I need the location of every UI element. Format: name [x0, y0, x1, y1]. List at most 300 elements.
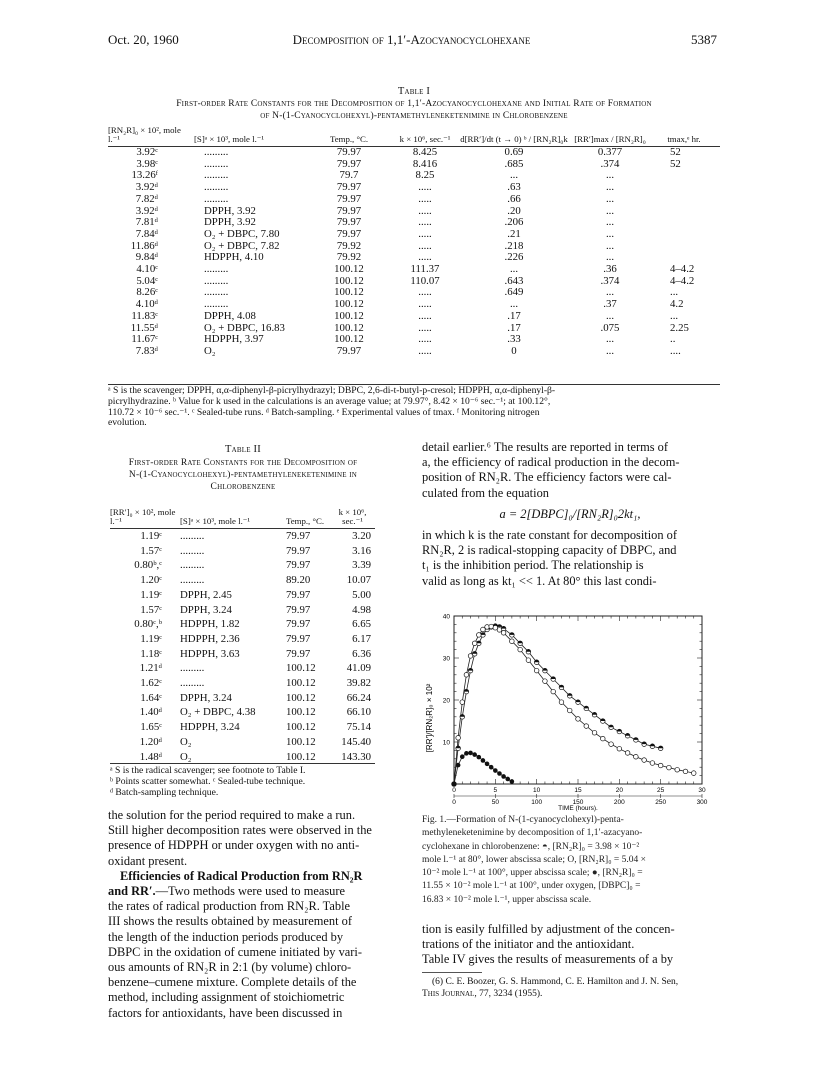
table1-row	[108, 241, 720, 253]
table1-cell: 79.92	[336, 239, 362, 252]
section-title-cont: and RR′.	[108, 884, 156, 899]
table1-cell: 79.97	[336, 216, 362, 229]
table1-cell: .........	[204, 298, 229, 311]
table2-cell: 100.12	[286, 662, 316, 675]
body-line: culated from the equation	[422, 485, 549, 500]
upper-x-tick-label: 15	[574, 787, 582, 794]
table1-cell: 11.83ᶜ	[131, 309, 158, 322]
table2-cell: 1.48ᵈ	[139, 750, 162, 763]
table2	[110, 508, 375, 764]
data-point-open	[460, 700, 465, 705]
table1-cell: .643	[504, 274, 524, 287]
table2-cell: 1.19ᶜ	[140, 588, 162, 601]
data-point-open	[675, 767, 680, 772]
table2-cell: 1.64ᶜ	[140, 691, 162, 704]
table1-cell: .....	[418, 344, 432, 357]
table1-cell: 79.97	[336, 227, 362, 240]
table1-cell: 100.12	[334, 333, 364, 346]
table2-cell: 79.97	[286, 559, 311, 572]
table1-cell	[648, 170, 720, 182]
body-line: trations of the initiator and the antioxidant.	[422, 937, 635, 952]
table1-cell: 79.97	[336, 146, 362, 158]
data-point-open	[691, 771, 696, 776]
data-point-open	[518, 647, 523, 652]
table2-cell: 6.36	[352, 647, 371, 660]
body-line: III shows the results obtained by measurement of	[108, 914, 352, 929]
table2-cell: .........	[180, 677, 205, 690]
lower-x-tick-label: 200	[613, 799, 625, 806]
table1-footnote-line: ᵃ S is the scavenger; DPPH, α,α-diphenyl-β-picrylhydrazyl; DBPC, 2,6-di-t-butyl-p-cresol; HDPPH, α,α-diphenyl-β-	[108, 385, 556, 396]
table1-cell: ...	[509, 263, 519, 276]
table1-cell: .....	[418, 181, 432, 194]
upper-x-tick-label: 10	[533, 787, 541, 794]
table2-row	[110, 573, 375, 588]
body-line: in which k is the rate constant for decomposition of	[422, 528, 677, 543]
table1-cell: 11.67ᶜ	[131, 333, 158, 346]
table2-row	[110, 705, 375, 720]
table1-cell: 79.97	[336, 192, 362, 205]
table2-cell: 145.40	[341, 735, 371, 748]
table1-row	[108, 276, 720, 288]
table1-cell: .....	[418, 251, 432, 264]
data-point-open	[559, 700, 564, 705]
body-line: presence of HDPPH or under oxygen with no anti-	[108, 838, 360, 853]
table2-cell: 79.97	[286, 530, 311, 542]
table1-cell: 100.12	[334, 263, 364, 276]
table2-cell: 66.10	[346, 706, 371, 719]
table1-cell: ...	[509, 169, 519, 182]
table1-cell: .....	[418, 239, 432, 252]
data-point-open	[501, 631, 506, 636]
table1-cell: .........	[204, 263, 229, 276]
table1-footnote-line: picrylhydrazine. ᵇ Value for k used in the calculations is an average value; at 79.97°, 8.42 × 10⁻⁶ sec.⁻¹; at 100.12°,	[108, 395, 551, 407]
table1-cell: 4.10ᵈ	[135, 298, 158, 311]
table2-cell: DPPH, 3.24	[180, 603, 232, 616]
table1-cell: DPPH, 3.92	[204, 204, 256, 217]
table1-cell: O₂ + DBPC, 7.80	[204, 227, 280, 240]
data-point-open	[567, 708, 572, 713]
table1-col-scavenger: [S]ᵃ × 10³, mole l.⁻¹	[194, 126, 304, 147]
data-point-filled	[456, 763, 461, 768]
table1-cell: 9.84ᵈ	[135, 251, 158, 264]
caption-line: 10⁻² mole l.⁻¹ at 100°, upper abscissa scale; ●, [RN₂R]₀ =	[422, 868, 643, 879]
table1-cell: .374	[600, 157, 620, 170]
table1-row	[108, 182, 720, 194]
table2-cell: 1.19ᶜ	[140, 632, 162, 645]
table1-cell: ...	[605, 169, 615, 182]
table2-cell: 100.12	[286, 750, 316, 763]
table1-cell: 100.12	[334, 309, 364, 322]
data-point-open	[576, 717, 581, 722]
table1-cell: 4.2	[670, 298, 684, 311]
data-point-open	[468, 654, 473, 659]
table2-cell: DPPH, 3.24	[180, 691, 232, 704]
data-point-filled	[464, 751, 469, 756]
table2-cell: 3.39	[352, 559, 371, 572]
table1-col-rate: d[RR′]/dt (t → 0) ᵇ / [RN₂R]₀k	[456, 126, 572, 147]
table2-cell: O₂	[180, 735, 192, 748]
table2-col-temp: Temp., °C.	[280, 508, 330, 529]
table2-footnote-line: ᵈ Batch-sampling technique.	[110, 786, 219, 798]
right-column-text-bottom	[422, 922, 718, 968]
caption-line: cyclohexane in chlorobenzene: ◓, [RN₂R]₀ = 3.98 × 10⁻²	[422, 841, 640, 852]
table1-cell: .36	[603, 263, 617, 276]
table1-cell: 100.12	[334, 321, 364, 334]
y-tick-label: 40	[442, 613, 450, 621]
body-line: the solution for the period required to make a run.	[108, 808, 356, 822]
table1-cell: .........	[204, 192, 229, 205]
table2-cell: 1.18ᶜ	[140, 647, 162, 660]
table2-cell: 79.97	[286, 647, 311, 660]
table1-cell: O₂ + DBPC, 7.82	[204, 239, 280, 252]
table1-cell: 0.377	[597, 146, 623, 158]
table2-cell: 1.20ᵈ	[139, 735, 162, 748]
data-point-open	[650, 761, 655, 766]
table1-cell: .........	[204, 146, 229, 158]
table2-cell: 0.80ᵇ,ᶜ	[134, 559, 162, 572]
table2-cell: O₂ + DBPC, 4.38	[180, 706, 256, 719]
body-line: ous amounts of RN₂R in 2:1 (by volume) chloro-	[108, 960, 352, 975]
table2-cell: 1.19ᶜ	[140, 530, 162, 542]
table2-cell: 1.62ᶜ	[140, 677, 162, 690]
data-point-filled	[501, 774, 506, 779]
table2-row	[110, 676, 375, 691]
data-point-open	[658, 763, 663, 768]
table1-cell: .....	[418, 192, 432, 205]
table1-row	[108, 170, 720, 182]
table1-cell: 7.83ᵈ	[135, 344, 158, 357]
x-axis-label: TIME (hours).	[558, 805, 598, 812]
table1-col-temp: Temp., °C.	[304, 126, 394, 147]
table1-cell	[648, 229, 720, 241]
data-point-filled	[472, 752, 477, 757]
table2-cell: 41.09	[346, 662, 371, 675]
table1-cell: ....	[670, 344, 681, 357]
caption-line: mole l.⁻¹ at 80°, lower abscissa scale; O, [RN₂R]₀ = 5.04 ×	[422, 854, 646, 865]
body-line: the rates of radical production from RN₂R. Table	[108, 899, 351, 914]
table1-cell: .....	[418, 216, 432, 229]
reference-line: This Journal, 77, 3234 (1955).	[422, 989, 543, 999]
table1-col-k: k × 10⁶, sec.⁻¹	[394, 126, 456, 147]
body-line: t₁ is the inhibition period. The relationship is	[422, 558, 644, 573]
table2-cell: 3.20	[352, 530, 371, 542]
right-column-text-top	[422, 440, 718, 589]
table1-cell: HDPPH, 3.97	[204, 333, 264, 346]
table1-cell: .649	[504, 286, 524, 299]
table1-cell: ...	[605, 286, 615, 299]
table1-cell: .226	[504, 251, 524, 264]
table2-row	[110, 632, 375, 647]
data-point-open	[625, 751, 630, 756]
table1-cell: ...	[605, 344, 615, 357]
table2-caption-line1: First-order Rate Constants for the Decomposition of	[128, 458, 358, 468]
table1-cell: ...	[605, 192, 615, 205]
table1-cell: .374	[600, 274, 620, 287]
table2-cell: 75.14	[346, 721, 371, 734]
table1-cell: ...	[670, 286, 679, 299]
table1-cell: .........	[204, 169, 229, 182]
body-line: the length of the induction periods produced by	[108, 929, 344, 944]
table1-cell: 111.37	[410, 263, 440, 276]
table1-cell: .218	[504, 239, 524, 252]
table2-cell: 1.21ᵈ	[139, 662, 162, 675]
table2-cell: 6.65	[352, 618, 371, 631]
header-date: Oct. 20, 1960	[108, 32, 179, 47]
data-point-open	[642, 758, 647, 763]
table1-cell: 7.82ᵈ	[135, 192, 158, 205]
table1-cell	[648, 182, 720, 194]
table1-cell: O₂ + DBPC, 16.83	[204, 321, 285, 334]
data-point-filled	[477, 755, 482, 760]
table1-cell: ...	[605, 227, 615, 240]
data-point-open	[543, 679, 548, 684]
table2-cell: 39.82	[346, 677, 371, 690]
body-line: detail earlier.⁶ The results are reported in terms of	[422, 440, 668, 454]
table2-col-conc: [RR′]₀ × 10², mole l.⁻¹	[110, 508, 180, 529]
table2-cell: 1.40ᵈ	[139, 706, 162, 719]
table1-cell: ..	[670, 333, 676, 346]
table1-row	[108, 334, 720, 346]
table1-cell: .66	[507, 192, 521, 205]
table1-row	[108, 229, 720, 241]
table1-cell: ...	[605, 251, 615, 264]
table2-row	[110, 544, 375, 559]
table2-cell: 5.00	[352, 588, 371, 601]
table1-cell: 100.12	[334, 298, 364, 311]
table1-cell: 3.92ᵈ	[135, 181, 158, 194]
table2-cell: 100.12	[286, 706, 316, 719]
table2-label: Table II	[225, 444, 261, 455]
table1-row	[108, 299, 720, 311]
lower-x-tick-label: 0	[452, 799, 456, 806]
equation: a = 2[DBPC]₀/[RN₂R]₀2kt₁,	[499, 506, 641, 521]
table1-cell: ...	[605, 181, 615, 194]
table2-cell: 0.80ᶜ,ᵇ	[134, 618, 162, 631]
lower-x-tick-label: 250	[655, 799, 667, 806]
table1-cell: .33	[507, 333, 521, 346]
table2-cell: 79.97	[286, 603, 311, 616]
table1-cell	[648, 241, 720, 253]
table2-cell: 66.24	[346, 691, 371, 704]
body-line: Still higher decomposition rates were observed in the	[108, 823, 372, 838]
table1-cell: 7.81ᵈ	[135, 216, 158, 229]
data-point-open	[609, 742, 614, 747]
table1-col-conc: [RN₂R]₀ × 10², mole l.⁻¹	[108, 126, 194, 147]
header-page-number: 5387	[691, 32, 717, 47]
data-point-open	[464, 673, 469, 678]
body-line: DBPC in the oxidation of cumene initiated by vari-	[108, 944, 362, 959]
table1-cell: 79.97	[336, 204, 362, 217]
table2-row	[110, 529, 375, 544]
table1-cell: 3.92ᵈ	[135, 204, 158, 217]
body-line: tion is easily fulfilled by adjustment of the concen-	[422, 922, 675, 936]
table1-cell: 8.425	[412, 146, 438, 158]
table1-cell: O₂	[204, 344, 216, 357]
table1-cell: 13.26ᶠ	[131, 169, 158, 182]
table1-cell: .685	[504, 157, 524, 170]
table1-cell: ...	[605, 309, 615, 322]
table2-row	[110, 661, 375, 676]
table1-cell: 3.92ᶜ	[136, 146, 158, 158]
table1-cell: 79.97	[336, 157, 362, 170]
table2-header-row	[110, 508, 375, 529]
table1-cell: .........	[204, 274, 229, 287]
table1-cell: .37	[603, 298, 617, 311]
data-point-open	[456, 736, 461, 741]
data-point-filled	[460, 754, 465, 759]
table1-cell: 52	[670, 157, 681, 170]
table1-caption-line2: of N-(1-Cyanocyclohexyl)-pentamethyleneketenimine in Chlorobenzene	[260, 111, 568, 121]
data-point-open	[667, 765, 672, 770]
footnote-rule	[422, 972, 482, 973]
table1-cell: ...	[509, 298, 519, 311]
table1-cell	[648, 194, 720, 206]
table2-cell: 79.97	[286, 632, 311, 645]
body-line: benzene–cumene mixture. Complete details of the	[108, 975, 357, 990]
data-point-open	[592, 730, 597, 735]
table1-cell: .206	[504, 216, 524, 229]
y-tick-label: 30	[442, 655, 450, 663]
table1-cell: .....	[418, 321, 432, 334]
table2-cell: .........	[180, 559, 205, 572]
data-point-open	[601, 736, 606, 741]
table2-cell: 79.97	[286, 544, 311, 557]
data-point-open	[634, 754, 639, 759]
table1-cell: 100.12	[334, 274, 364, 287]
body-line: valid as long as kt₁ << 1. At 80° this last condi-	[422, 573, 657, 588]
table1-cell: .....	[418, 286, 432, 299]
table1-cell: 8.26ᶜ	[136, 286, 158, 299]
data-point-filled	[497, 771, 502, 776]
data-point-filled	[468, 751, 473, 756]
y-tick-label: 10	[442, 739, 450, 747]
body-line: RN₂R, 2 is radical-stopping capacity of DBPC, and	[422, 543, 677, 558]
table1-cell: 110.07	[410, 274, 440, 287]
table2-cell: DPPH, 2.45	[180, 588, 232, 601]
table1-cell: 4.10ᶜ	[136, 263, 158, 276]
table1-cell: ...	[605, 204, 615, 217]
table1-cell: HDPPH, 4.10	[204, 251, 264, 264]
upper-x-tick-label: 0	[452, 787, 456, 794]
table2-cell: 100.12	[286, 677, 316, 690]
table2-cell: 3.16	[352, 544, 371, 557]
table1-row	[108, 287, 720, 299]
header-title: Decomposition of 1,1′-Azocyanocyclohexane	[292, 32, 531, 47]
table1-cell: ...	[605, 239, 615, 252]
y-axis-label: [RR′]/[RN₂R]₀ × 10²	[425, 683, 434, 753]
data-point-open	[481, 627, 486, 632]
data-point-filled	[505, 777, 510, 782]
table1-row	[108, 147, 720, 159]
table2-row	[110, 735, 375, 750]
table2-col-k: k × 10⁶, sec.⁻¹	[330, 508, 375, 529]
caption-line: methyleneketenimine by decomposition of 1,1′-azacyano-	[422, 828, 643, 839]
caption-line: Fig. 1.—Formation of N-(1-cyanocyclohexyl)-penta-	[422, 815, 624, 825]
table1-cell: .21	[507, 227, 521, 240]
left-column-text	[108, 808, 386, 1021]
y-tick-label: 20	[442, 697, 450, 705]
table2-cell: 6.17	[352, 632, 371, 645]
table1-cell: 2.25	[670, 321, 689, 334]
table2-row	[110, 691, 375, 706]
table2-footnote-line: ᵃ S is the radical scavenger; see footnote to Table I.	[110, 765, 306, 776]
table1-cell: 4–4.2	[670, 263, 695, 276]
table1-cell: 3.98ᶜ	[136, 157, 158, 170]
table2-cell: 100.12	[286, 735, 316, 748]
table2-cell: O₂	[180, 750, 192, 763]
table2-row	[110, 647, 375, 662]
table1-row	[108, 311, 720, 323]
table2-cell: 143.30	[341, 750, 371, 763]
table1-cell: 11.55ᵈ	[130, 321, 158, 334]
table1-cell: 0.69	[504, 146, 524, 158]
table1-cell: 79.97	[336, 344, 362, 357]
table2-cell: 1.20ᶜ	[140, 574, 162, 587]
table2-cell: HDPPH, 2.36	[180, 632, 240, 645]
table1-cell: 52	[670, 146, 681, 158]
table2-cell: 4.98	[352, 603, 371, 616]
table1-footnote-line: 110.72 × 10⁻⁶ sec.⁻¹. ᶜ Sealed-tube runs. ᵈ Batch-sampling. ᵉ Experimental values of tmax. ᶠ Monitoring nitrogen	[108, 406, 540, 418]
table1-caption-line1: First-order Rate Constants for the Decomposition of 1,1′-Azocyanocyclohexane and Initial Rate of Formation	[176, 99, 652, 109]
figure-caption	[422, 814, 718, 907]
table1-cell: 7.84ᵈ	[135, 227, 158, 240]
table1-cell: ...	[605, 216, 615, 229]
data-point-open	[551, 689, 556, 694]
table1	[108, 126, 720, 358]
body-line: —Two methods were used to measure	[155, 884, 345, 899]
table1-cell: .....	[418, 333, 432, 346]
body-line: position of RN₂R. The efficiency factors were cal-	[422, 470, 672, 485]
table1-col-tmax: tmax,ᵉ hr.	[648, 126, 720, 147]
table1-cell: .........	[204, 157, 229, 170]
table1-cell: 8.416	[412, 157, 438, 170]
table2-row	[110, 720, 375, 735]
table1-cell: ...	[605, 333, 615, 346]
table1-cell: .075	[600, 321, 620, 334]
table2-cell: 79.97	[286, 618, 311, 631]
body-line: Table IV gives the results of measurements of a by	[422, 952, 674, 967]
table1-footnotes	[108, 386, 720, 429]
table1-cell: .....	[418, 204, 432, 217]
table1-cell: 5.04ᶜ	[136, 274, 158, 287]
data-point-open	[510, 639, 515, 644]
table1-cell: .17	[507, 309, 521, 322]
data-point-open	[526, 658, 531, 663]
table1-cell: .........	[204, 181, 229, 194]
table2-footnotes	[110, 766, 380, 798]
table1-row	[108, 206, 720, 218]
table2-row	[110, 617, 375, 632]
table1-label: Table I	[397, 86, 431, 97]
table1-cell: 4–4.2	[670, 274, 695, 287]
table2-row	[110, 558, 375, 573]
table2-row	[110, 588, 375, 603]
data-point-open	[584, 724, 589, 729]
data-point-filled	[489, 765, 494, 770]
upper-x-tick-label: 20	[615, 787, 623, 794]
table1-cell: 79.92	[336, 251, 362, 264]
data-point-filled	[481, 758, 486, 763]
table1-row	[108, 323, 720, 335]
table1-row	[108, 264, 720, 276]
reference-footnote	[422, 976, 722, 1000]
table1-cell: .........	[204, 286, 229, 299]
table1-cell	[648, 217, 720, 229]
table1-footnote-line: evolution.	[108, 417, 147, 429]
table2-cell: 79.97	[286, 588, 311, 601]
table2-col-scavenger: [S]ᵃ × 10³, mole l.⁻¹	[180, 508, 280, 529]
table1-cell: 8.25	[415, 169, 435, 182]
